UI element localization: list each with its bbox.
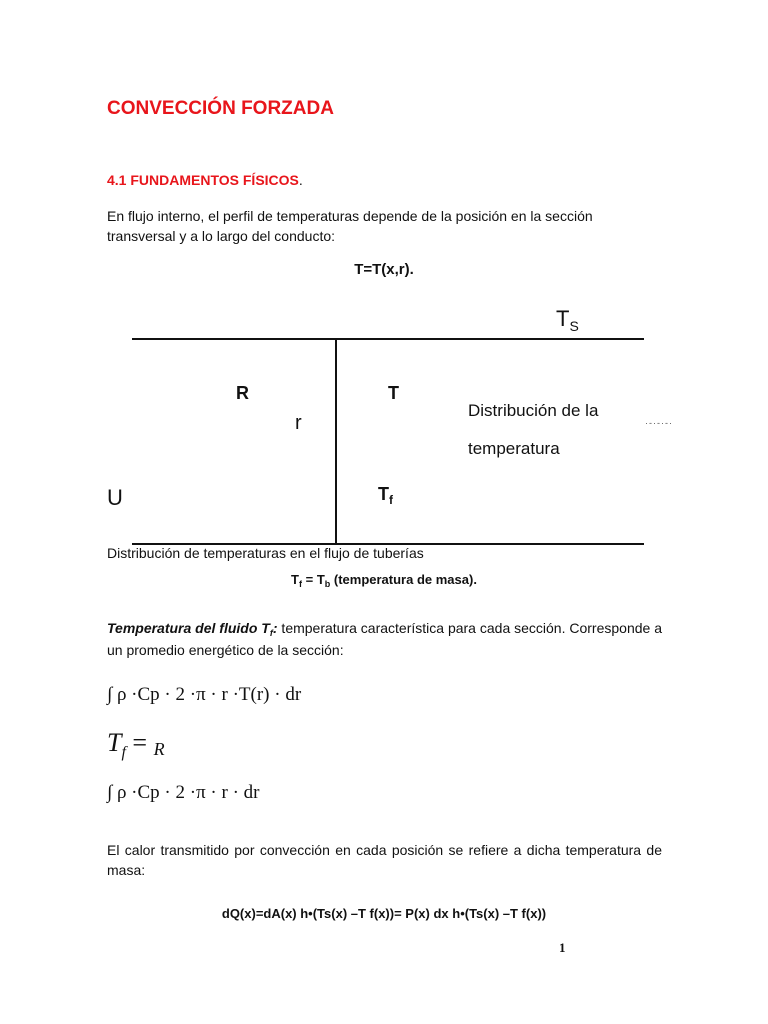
fluid-temperature-label <box>378 484 393 505</box>
radius-R-label: R <box>236 383 249 403</box>
radius-r-label: r <box>295 412 302 434</box>
heat-transfer-paragraph: El calor transmitido por convección en cada posición se refiere a dicha temperatura de masa: <box>107 842 662 878</box>
ts-main: T <box>556 306 570 331</box>
surface-temperature-label <box>556 306 579 332</box>
heat-flux-equation: dQ(x)=dA(x) h•(Ts(x) –T f(x))= P(x) dx h•(Ts(x) –T f(x)) <box>221 906 547 921</box>
integral-denominator: ∫ ρ ·Cp · 2 ·π · r · dr <box>107 782 260 803</box>
fluid-temperature-definition <box>107 618 662 660</box>
tf-formula-sub: f <box>121 744 126 761</box>
distribution-label-line1: Distribución de la <box>468 401 599 420</box>
section-heading <box>107 172 303 188</box>
page-number: 1 <box>559 940 566 955</box>
tf-main: T <box>378 484 389 504</box>
temperature-function-equation: T=T(x,r). <box>354 261 414 278</box>
section-heading-period: . <box>298 172 303 188</box>
definition-text: temperatura característica para cada sección. Corresponde a un promedio energético de la sección: <box>107 620 662 658</box>
tf-formula-R: R <box>153 739 165 759</box>
section-heading-text: 4.1 FUNDAMENTOS FÍSICOS <box>107 172 299 188</box>
pipe-top-wall <box>132 338 644 340</box>
eq2-tf-sub: f <box>299 579 302 589</box>
pipe-radius-line <box>335 339 337 544</box>
eq2-rest: (temperatura de masa). <box>330 572 477 587</box>
definition-term <box>107 620 278 636</box>
definition-term-text: Temperatura del fluido T <box>107 620 270 636</box>
temperature-T-label: T <box>388 383 399 403</box>
dashed-mark: ·-·-·-· <box>645 418 673 428</box>
eq2-tb-sub: b <box>324 579 331 589</box>
tf-formula-main: T <box>107 728 122 757</box>
eq2-tf: T <box>291 572 299 587</box>
definition-colon: : <box>272 620 278 636</box>
tf-formula-equals: = <box>125 728 154 757</box>
velocity-U-label: U <box>107 485 123 510</box>
tf-formula <box>107 728 165 761</box>
definition-term-sub: f <box>269 628 273 638</box>
ts-subscript: S <box>569 318 579 334</box>
bulk-temperature-equation <box>0 572 768 587</box>
page-title: CONVECCIÓN FORZADA <box>107 98 334 119</box>
tf-subscript: f <box>389 493 393 507</box>
eq2-tb: = T <box>302 572 325 587</box>
intro-paragraph: En flujo interno, el perfil de temperaturas depende de la posición en la sección transversal y a lo largo del conducto: <box>107 208 593 244</box>
distribution-label <box>468 392 638 468</box>
distribution-label-line2: temperatura <box>468 439 560 458</box>
diagram-caption: Distribución de temperaturas en el flujo de tuberías <box>107 545 424 561</box>
integral-numerator: ∫ ρ ·Cp · 2 ·π · r ·T(r) · dr <box>107 684 302 705</box>
